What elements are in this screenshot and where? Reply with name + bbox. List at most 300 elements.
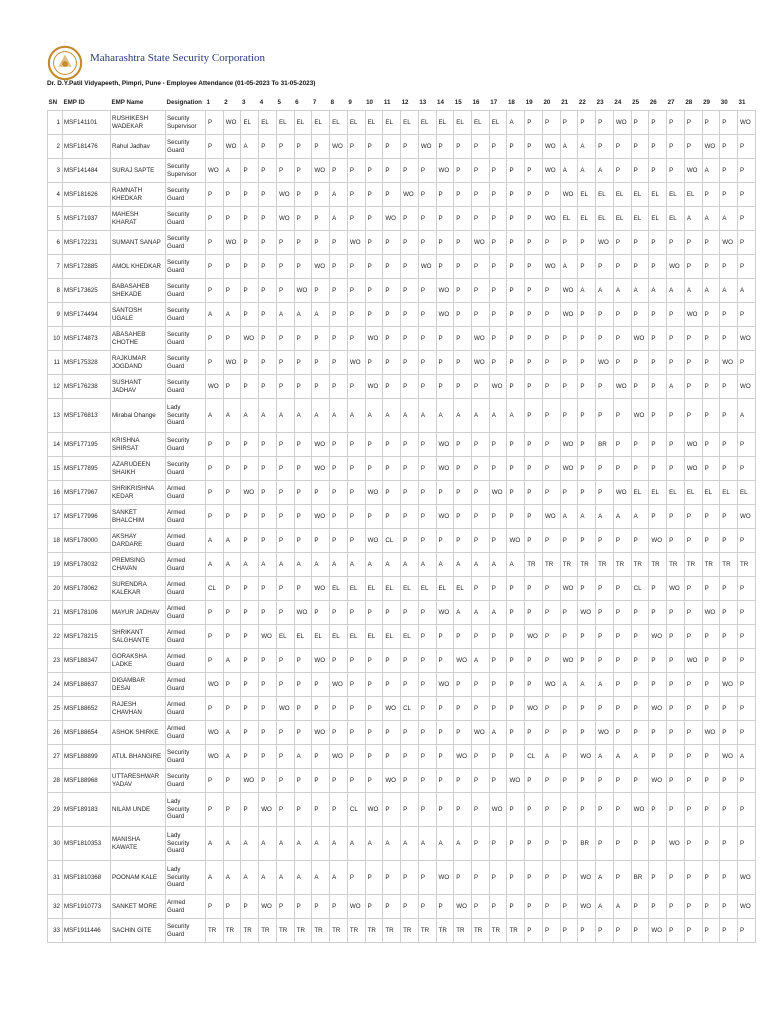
attendance-cell: WO xyxy=(436,457,454,481)
attendance-cell: P xyxy=(241,303,259,327)
attendance-cell: P xyxy=(241,207,259,231)
attendance-cell: P xyxy=(241,793,259,827)
attendance-cell: P xyxy=(241,231,259,255)
attendance-cell: P xyxy=(223,769,241,793)
attendance-cell: P xyxy=(241,721,259,745)
attendance-cell: P xyxy=(738,673,756,697)
table-row xyxy=(48,827,756,861)
attendance-cell: P xyxy=(383,673,401,697)
attendance-cell: P xyxy=(241,745,259,769)
attendance-cell: P xyxy=(259,505,277,529)
attendance-cell: P xyxy=(259,207,277,231)
attendance-cell: P xyxy=(596,529,614,553)
attendance-cell: P xyxy=(649,827,667,861)
attendance-cell: P xyxy=(259,351,277,375)
attendance-cell: P xyxy=(241,625,259,649)
attendance-cell: P xyxy=(472,457,490,481)
attendance-cell: P xyxy=(631,457,649,481)
table-row xyxy=(48,673,756,697)
attendance-cell: P xyxy=(702,303,720,327)
attendance-cell: P xyxy=(418,159,436,183)
serial-number-cell: 20 xyxy=(48,577,63,601)
designation-cell: Lady Security Guard xyxy=(166,827,206,861)
table-header-row xyxy=(48,96,756,111)
attendance-cell: P xyxy=(312,207,330,231)
attendance-cell: P xyxy=(720,919,738,943)
attendance-cell: P xyxy=(365,649,383,673)
attendance-cell: P xyxy=(294,351,312,375)
attendance-cell: P xyxy=(436,481,454,505)
emp-name-cell: UTTARESHWAR YADAV xyxy=(111,769,166,793)
attendance-cell: P xyxy=(276,351,294,375)
attendance-cell: WO xyxy=(365,481,383,505)
attendance-cell: P xyxy=(418,673,436,697)
attendance-cell: WO xyxy=(401,183,419,207)
attendance-cell: P xyxy=(312,183,330,207)
attendance-cell: WO xyxy=(649,697,667,721)
attendance-cell: P xyxy=(507,255,525,279)
attendance-cell: P xyxy=(702,577,720,601)
attendance-cell: A xyxy=(312,553,330,577)
attendance-cell: P xyxy=(401,327,419,351)
attendance-cell: P xyxy=(525,793,543,827)
attendance-cell: TR xyxy=(436,919,454,943)
column-header-day: 12 xyxy=(401,96,419,111)
attendance-cell: P xyxy=(241,529,259,553)
attendance-cell: A xyxy=(294,553,312,577)
attendance-cell: P xyxy=(720,135,738,159)
attendance-cell: WO xyxy=(738,895,756,919)
attendance-cell: A xyxy=(223,745,241,769)
emp-id-cell: MSF177895 xyxy=(63,457,111,481)
attendance-cell: P xyxy=(347,721,365,745)
attendance-cell: A xyxy=(223,553,241,577)
attendance-cell: A xyxy=(738,745,756,769)
attendance-cell: A xyxy=(418,553,436,577)
attendance-cell: EL xyxy=(330,577,348,601)
attendance-cell: CL xyxy=(525,745,543,769)
attendance-cell: WO xyxy=(276,697,294,721)
attendance-cell: EL xyxy=(649,481,667,505)
designation-cell: Security Supervisor xyxy=(166,111,206,135)
attendance-cell: WO xyxy=(631,399,649,433)
attendance-cell: P xyxy=(667,135,685,159)
attendance-cell: P xyxy=(401,207,419,231)
attendance-cell: EL xyxy=(418,111,436,135)
attendance-cell: P xyxy=(738,625,756,649)
attendance-cell: A xyxy=(684,279,702,303)
attendance-cell: P xyxy=(259,183,277,207)
organization-name: Maharashtra State Security Corporation xyxy=(90,52,266,64)
attendance-cell: A xyxy=(206,827,224,861)
attendance-cell: P xyxy=(560,769,578,793)
attendance-cell: P xyxy=(596,827,614,861)
attendance-cell: P xyxy=(401,351,419,375)
attendance-cell: P xyxy=(312,601,330,625)
attendance-cell: P xyxy=(684,111,702,135)
designation-cell: Security Guard xyxy=(166,919,206,943)
attendance-cell: P xyxy=(578,697,596,721)
attendance-cell: P xyxy=(738,721,756,745)
attendance-cell: P xyxy=(294,577,312,601)
attendance-cell: P xyxy=(525,601,543,625)
attendance-cell: P xyxy=(525,673,543,697)
attendance-cell: WO xyxy=(223,111,241,135)
attendance-cell: P xyxy=(738,769,756,793)
designation-cell: Security Supervisor xyxy=(166,159,206,183)
attendance-cell: P xyxy=(631,111,649,135)
table-row xyxy=(48,327,756,351)
attendance-cell: P xyxy=(383,505,401,529)
attendance-cell: P xyxy=(702,745,720,769)
attendance-cell: P xyxy=(312,481,330,505)
emp-name-cell: PREMSING CHAVAN xyxy=(111,553,166,577)
attendance-cell: P xyxy=(436,745,454,769)
attendance-cell: WO xyxy=(347,895,365,919)
attendance-cell: P xyxy=(596,481,614,505)
attendance-cell: P xyxy=(720,625,738,649)
serial-number-cell: 28 xyxy=(48,769,63,793)
attendance-cell: P xyxy=(259,697,277,721)
attendance-cell: P xyxy=(578,351,596,375)
attendance-cell: P xyxy=(613,457,631,481)
attendance-cell: P xyxy=(667,327,685,351)
column-header-day: 16 xyxy=(472,96,490,111)
attendance-cell: WO xyxy=(436,433,454,457)
emp-name-cell: SURENDRA KALEKAR xyxy=(111,577,166,601)
attendance-cell: WO xyxy=(542,207,560,231)
attendance-cell: P xyxy=(294,895,312,919)
attendance-cell: P xyxy=(206,433,224,457)
attendance-cell: EL xyxy=(489,111,507,135)
attendance-cell: A xyxy=(223,529,241,553)
attendance-cell: P xyxy=(667,351,685,375)
attendance-cell: P xyxy=(312,895,330,919)
table-row xyxy=(48,207,756,231)
table-row xyxy=(48,433,756,457)
attendance-cell: P xyxy=(436,769,454,793)
attendance-cell: P xyxy=(684,697,702,721)
attendance-cell: P xyxy=(613,919,631,943)
attendance-cell: A xyxy=(241,135,259,159)
attendance-cell: WO xyxy=(720,745,738,769)
attendance-cell: EL xyxy=(365,111,383,135)
attendance-cell: P xyxy=(560,919,578,943)
attendance-cell: P xyxy=(401,861,419,895)
attendance-cell: WO xyxy=(684,303,702,327)
attendance-cell: A xyxy=(294,861,312,895)
attendance-cell: EL xyxy=(720,481,738,505)
serial-number-cell: 24 xyxy=(48,673,63,697)
emp-id-cell: MSF174873 xyxy=(63,327,111,351)
attendance-cell: P xyxy=(330,529,348,553)
attendance-cell: A xyxy=(596,279,614,303)
attendance-cell: P xyxy=(667,159,685,183)
attendance-cell: P xyxy=(560,745,578,769)
emblem-seal-icon xyxy=(46,44,84,82)
attendance-cell: P xyxy=(507,827,525,861)
attendance-cell: TR xyxy=(489,919,507,943)
attendance-cell: EL xyxy=(294,111,312,135)
attendance-cell: EL xyxy=(436,111,454,135)
attendance-cell: P xyxy=(454,673,472,697)
attendance-cell: P xyxy=(330,327,348,351)
emp-name-cell: ABASAHEB CHOTHE xyxy=(111,327,166,351)
attendance-cell: P xyxy=(578,303,596,327)
attendance-cell: P xyxy=(347,159,365,183)
designation-cell: Security Guard xyxy=(166,303,206,327)
attendance-cell: A xyxy=(489,601,507,625)
attendance-cell: P xyxy=(418,279,436,303)
attendance-cell: A xyxy=(223,303,241,327)
attendance-cell: P xyxy=(525,279,543,303)
attendance-cell: P xyxy=(330,303,348,327)
emp-name-cell: NILAM UNDE xyxy=(111,793,166,827)
attendance-cell: WO xyxy=(542,255,560,279)
attendance-cell: P xyxy=(525,303,543,327)
attendance-cell: P xyxy=(259,303,277,327)
attendance-cell: EL xyxy=(560,207,578,231)
attendance-cell: P xyxy=(684,827,702,861)
attendance-cell: TR xyxy=(631,553,649,577)
attendance-cell: A xyxy=(578,159,596,183)
attendance-cell: P xyxy=(525,255,543,279)
attendance-cell: P xyxy=(436,327,454,351)
attendance-cell: P xyxy=(649,327,667,351)
attendance-cell: P xyxy=(560,481,578,505)
attendance-cell: P xyxy=(454,433,472,457)
attendance-cell: P xyxy=(684,745,702,769)
emp-name-cell: SUSHANT JADHAV xyxy=(111,375,166,399)
attendance-cell: P xyxy=(330,895,348,919)
attendance-cell: P xyxy=(206,207,224,231)
attendance-cell: P xyxy=(596,375,614,399)
attendance-cell: A xyxy=(560,159,578,183)
attendance-cell: P xyxy=(365,231,383,255)
attendance-cell: A xyxy=(206,861,224,895)
attendance-cell: A xyxy=(578,135,596,159)
attendance-cell: P xyxy=(489,505,507,529)
attendance-cell: P xyxy=(259,159,277,183)
attendance-cell: TR xyxy=(383,919,401,943)
attendance-cell: WO xyxy=(613,375,631,399)
attendance-cell: TR xyxy=(454,919,472,943)
attendance-cell: P xyxy=(418,769,436,793)
attendance-cell: P xyxy=(596,919,614,943)
attendance-cell: WO xyxy=(436,505,454,529)
attendance-cell: P xyxy=(578,919,596,943)
attendance-cell: A xyxy=(418,827,436,861)
attendance-cell: A xyxy=(330,183,348,207)
attendance-cell: P xyxy=(542,457,560,481)
attendance-cell: P xyxy=(223,697,241,721)
attendance-cell: P xyxy=(489,697,507,721)
attendance-cell: A xyxy=(418,399,436,433)
attendance-cell: P xyxy=(436,231,454,255)
attendance-cell: A xyxy=(365,399,383,433)
attendance-cell: WO xyxy=(365,375,383,399)
attendance-cell: P xyxy=(720,697,738,721)
attendance-table-wrapper xyxy=(47,96,751,943)
attendance-cell: P xyxy=(507,231,525,255)
emp-id-cell: MSF178032 xyxy=(63,553,111,577)
attendance-cell: P xyxy=(631,135,649,159)
attendance-cell: A xyxy=(347,827,365,861)
attendance-cell: P xyxy=(206,649,224,673)
attendance-cell: P xyxy=(596,577,614,601)
attendance-cell: P xyxy=(702,895,720,919)
attendance-cell: P xyxy=(401,279,419,303)
attendance-cell: P xyxy=(206,895,224,919)
table-row xyxy=(48,919,756,943)
attendance-cell: P xyxy=(330,433,348,457)
emp-name-cell: Rahul Jadhav xyxy=(111,135,166,159)
attendance-cell: EL xyxy=(667,207,685,231)
emp-name-cell: MAHESH KHARAT xyxy=(111,207,166,231)
attendance-cell: P xyxy=(223,505,241,529)
attendance-cell: P xyxy=(560,351,578,375)
attendance-cell: P xyxy=(206,793,224,827)
attendance-cell: P xyxy=(578,769,596,793)
attendance-cell: P xyxy=(489,625,507,649)
attendance-cell: P xyxy=(418,895,436,919)
attendance-cell: P xyxy=(454,457,472,481)
column-header-day: 24 xyxy=(613,96,631,111)
attendance-cell: P xyxy=(489,895,507,919)
attendance-cell: P xyxy=(223,279,241,303)
attendance-cell: A xyxy=(560,673,578,697)
attendance-cell: P xyxy=(223,327,241,351)
attendance-cell: P xyxy=(383,327,401,351)
attendance-cell: TR xyxy=(365,919,383,943)
attendance-cell: P xyxy=(560,895,578,919)
attendance-cell: P xyxy=(276,279,294,303)
attendance-cell: P xyxy=(276,601,294,625)
attendance-cell: P xyxy=(206,255,224,279)
attendance-cell: A xyxy=(631,279,649,303)
attendance-cell: P xyxy=(596,649,614,673)
attendance-cell: EL xyxy=(596,207,614,231)
attendance-cell: P xyxy=(489,861,507,895)
attendance-cell: TR xyxy=(276,919,294,943)
attendance-cell: P xyxy=(542,827,560,861)
designation-cell: Security Guard xyxy=(166,207,206,231)
attendance-cell: P xyxy=(738,649,756,673)
serial-number-cell: 14 xyxy=(48,433,63,457)
attendance-cell: P xyxy=(631,601,649,625)
emp-id-cell: MSF188347 xyxy=(63,649,111,673)
attendance-cell: EL xyxy=(365,577,383,601)
attendance-cell: P xyxy=(667,697,685,721)
attendance-cell: WO xyxy=(720,351,738,375)
attendance-cell: EL xyxy=(383,111,401,135)
serial-number-cell: 9 xyxy=(48,303,63,327)
serial-number-cell: 12 xyxy=(48,375,63,399)
attendance-cell: P xyxy=(454,481,472,505)
attendance-cell: P xyxy=(542,351,560,375)
attendance-cell: WO xyxy=(418,135,436,159)
designation-cell: Armed Guard xyxy=(166,895,206,919)
attendance-cell: P xyxy=(738,303,756,327)
attendance-cell: P xyxy=(330,375,348,399)
attendance-cell: P xyxy=(472,159,490,183)
attendance-cell: P xyxy=(294,375,312,399)
attendance-cell: A xyxy=(347,553,365,577)
designation-cell: Security Guard xyxy=(166,433,206,457)
attendance-cell: WO xyxy=(312,721,330,745)
designation-cell: Armed Guard xyxy=(166,601,206,625)
emp-name-cell: BABASAHEB SHEKADE xyxy=(111,279,166,303)
attendance-cell: P xyxy=(347,327,365,351)
attendance-cell: A xyxy=(223,399,241,433)
attendance-cell: TR xyxy=(294,919,312,943)
attendance-cell: WO xyxy=(312,159,330,183)
attendance-cell: P xyxy=(542,769,560,793)
attendance-cell: EL xyxy=(241,111,259,135)
attendance-cell: A xyxy=(401,553,419,577)
attendance-cell: P xyxy=(738,697,756,721)
serial-number-cell: 29 xyxy=(48,793,63,827)
attendance-cell: A xyxy=(436,553,454,577)
attendance-cell: P xyxy=(489,303,507,327)
attendance-cell: WO xyxy=(560,303,578,327)
attendance-cell: P xyxy=(649,601,667,625)
attendance-cell: A xyxy=(206,553,224,577)
attendance-cell: EL xyxy=(312,625,330,649)
attendance-cell: A xyxy=(684,207,702,231)
attendance-cell: P xyxy=(578,577,596,601)
attendance-cell: WO xyxy=(365,529,383,553)
attendance-cell: P xyxy=(613,255,631,279)
attendance-cell: P xyxy=(206,135,224,159)
attendance-cell: P xyxy=(631,769,649,793)
table-row xyxy=(48,553,756,577)
attendance-cell: P xyxy=(613,697,631,721)
attendance-cell: P xyxy=(347,135,365,159)
emp-id-cell: MSF178106 xyxy=(63,601,111,625)
attendance-cell: P xyxy=(365,673,383,697)
attendance-cell: P xyxy=(223,793,241,827)
attendance-cell: EL xyxy=(667,183,685,207)
emp-id-cell: MSF181626 xyxy=(63,183,111,207)
attendance-cell: A xyxy=(383,399,401,433)
attendance-cell: P xyxy=(223,577,241,601)
attendance-cell: WO xyxy=(454,745,472,769)
attendance-cell: P xyxy=(507,861,525,895)
attendance-cell: P xyxy=(525,649,543,673)
attendance-cell: P xyxy=(489,135,507,159)
attendance-cell: P xyxy=(667,745,685,769)
serial-number-cell: 4 xyxy=(48,183,63,207)
attendance-cell: P xyxy=(401,375,419,399)
attendance-cell: A xyxy=(294,399,312,433)
attendance-cell: A xyxy=(472,399,490,433)
attendance-cell: TR xyxy=(649,553,667,577)
attendance-cell: P xyxy=(241,601,259,625)
attendance-cell: P xyxy=(649,433,667,457)
attendance-cell: P xyxy=(542,861,560,895)
attendance-cell: P xyxy=(383,649,401,673)
column-header-day: 21 xyxy=(560,96,578,111)
attendance-cell: P xyxy=(507,279,525,303)
attendance-cell: A xyxy=(596,861,614,895)
attendance-cell: P xyxy=(631,721,649,745)
attendance-cell: EL xyxy=(330,625,348,649)
emp-id-cell: MSF181476 xyxy=(63,135,111,159)
designation-cell: Armed Guard xyxy=(166,529,206,553)
table-row xyxy=(48,183,756,207)
attendance-cell: P xyxy=(206,279,224,303)
